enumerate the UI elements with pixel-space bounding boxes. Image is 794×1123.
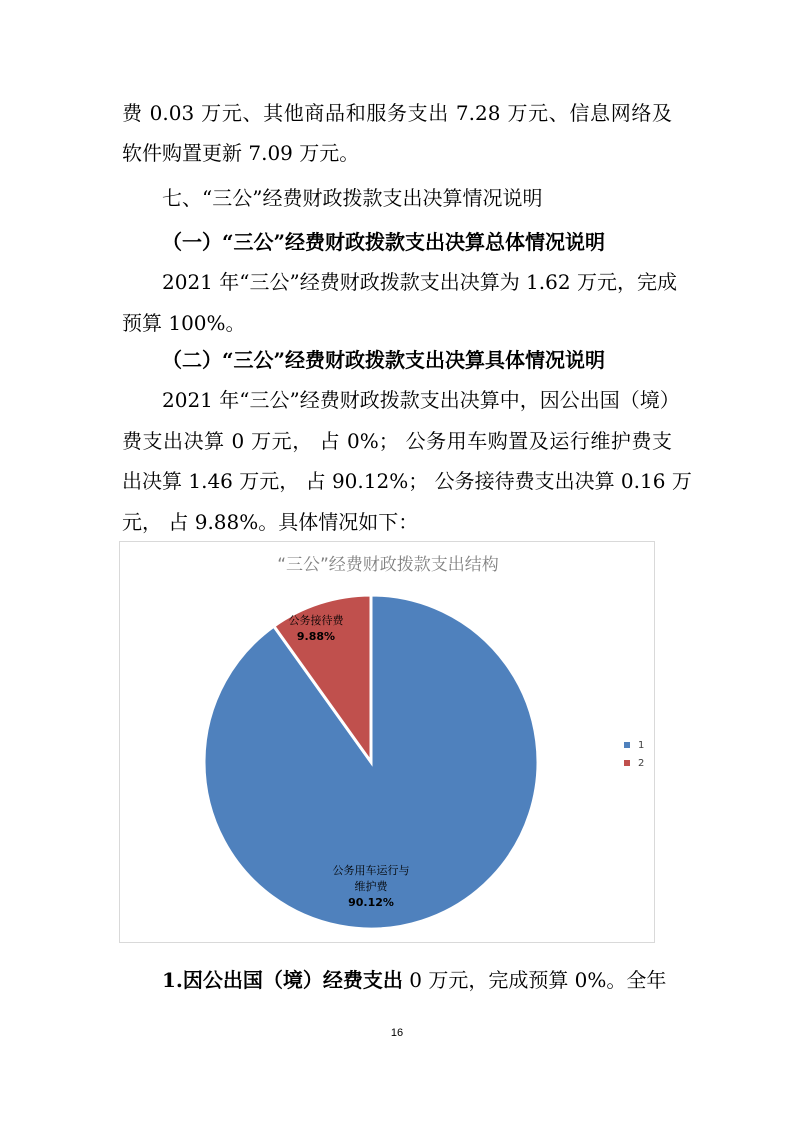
- slice-percent-label: 9.88%: [296, 630, 336, 643]
- paragraph-line: 2021 年“三公”经费财政拨款支出决算中，因公出国（境）: [162, 388, 680, 412]
- slice-name-label: 公务接待费: [288, 614, 344, 627]
- paragraph-line: 预算 100%。: [122, 311, 246, 335]
- legend-label-2: 2: [638, 758, 645, 769]
- subsection-heading: （一）“三公”经费财政拨款支出决算总体情况说明: [162, 230, 606, 254]
- paragraph-line: 出决算 1.46 万元， 占 90.12%； 公务接待费支出决算 0.16 万: [122, 469, 692, 493]
- bold-lead: 1.因公出国（境）经费支出: [162, 968, 403, 992]
- chart-title: “三公”经费财政拨款支出结构: [277, 555, 499, 575]
- slice-name-label: 公务用车运行与: [332, 864, 410, 877]
- legend-swatch-2: [624, 760, 630, 766]
- pie-chart-svg: [120, 542, 656, 944]
- paragraph-line: [162, 966, 672, 994]
- legend-label-1: 1: [638, 740, 645, 751]
- paragraph-text: 0 万元，完成预算 0%。全年: [402, 968, 667, 992]
- paragraph-line: 2021 年“三公”经费财政拨款支出决算为 1.62 万元，完成: [162, 270, 677, 294]
- paragraph-line: 费支出决算 0 万元， 占 0%； 公务用车购置及运行维护费支: [122, 429, 672, 453]
- legend-swatch-1: [624, 742, 630, 748]
- slice-name-label: 维护费: [354, 880, 388, 893]
- subsection-heading: （二）“三公”经费财政拨款支出决算具体情况说明: [162, 348, 606, 372]
- page-number: 16: [390, 1027, 404, 1039]
- paragraph-line: 软件购置更新 7.09 万元。: [122, 141, 360, 165]
- pie-chart: [119, 541, 655, 943]
- paragraph-line: 元， 占 9.88%。具体情况如下：: [122, 510, 419, 534]
- slice-percent-label: 90.12%: [348, 896, 394, 909]
- paragraph-line: 费 0.03 万元、其他商品和服务支出 7.28 万元、信息网络及: [122, 101, 672, 125]
- section-heading: 七、“三公”经费财政拨款支出决算情况说明: [162, 186, 543, 210]
